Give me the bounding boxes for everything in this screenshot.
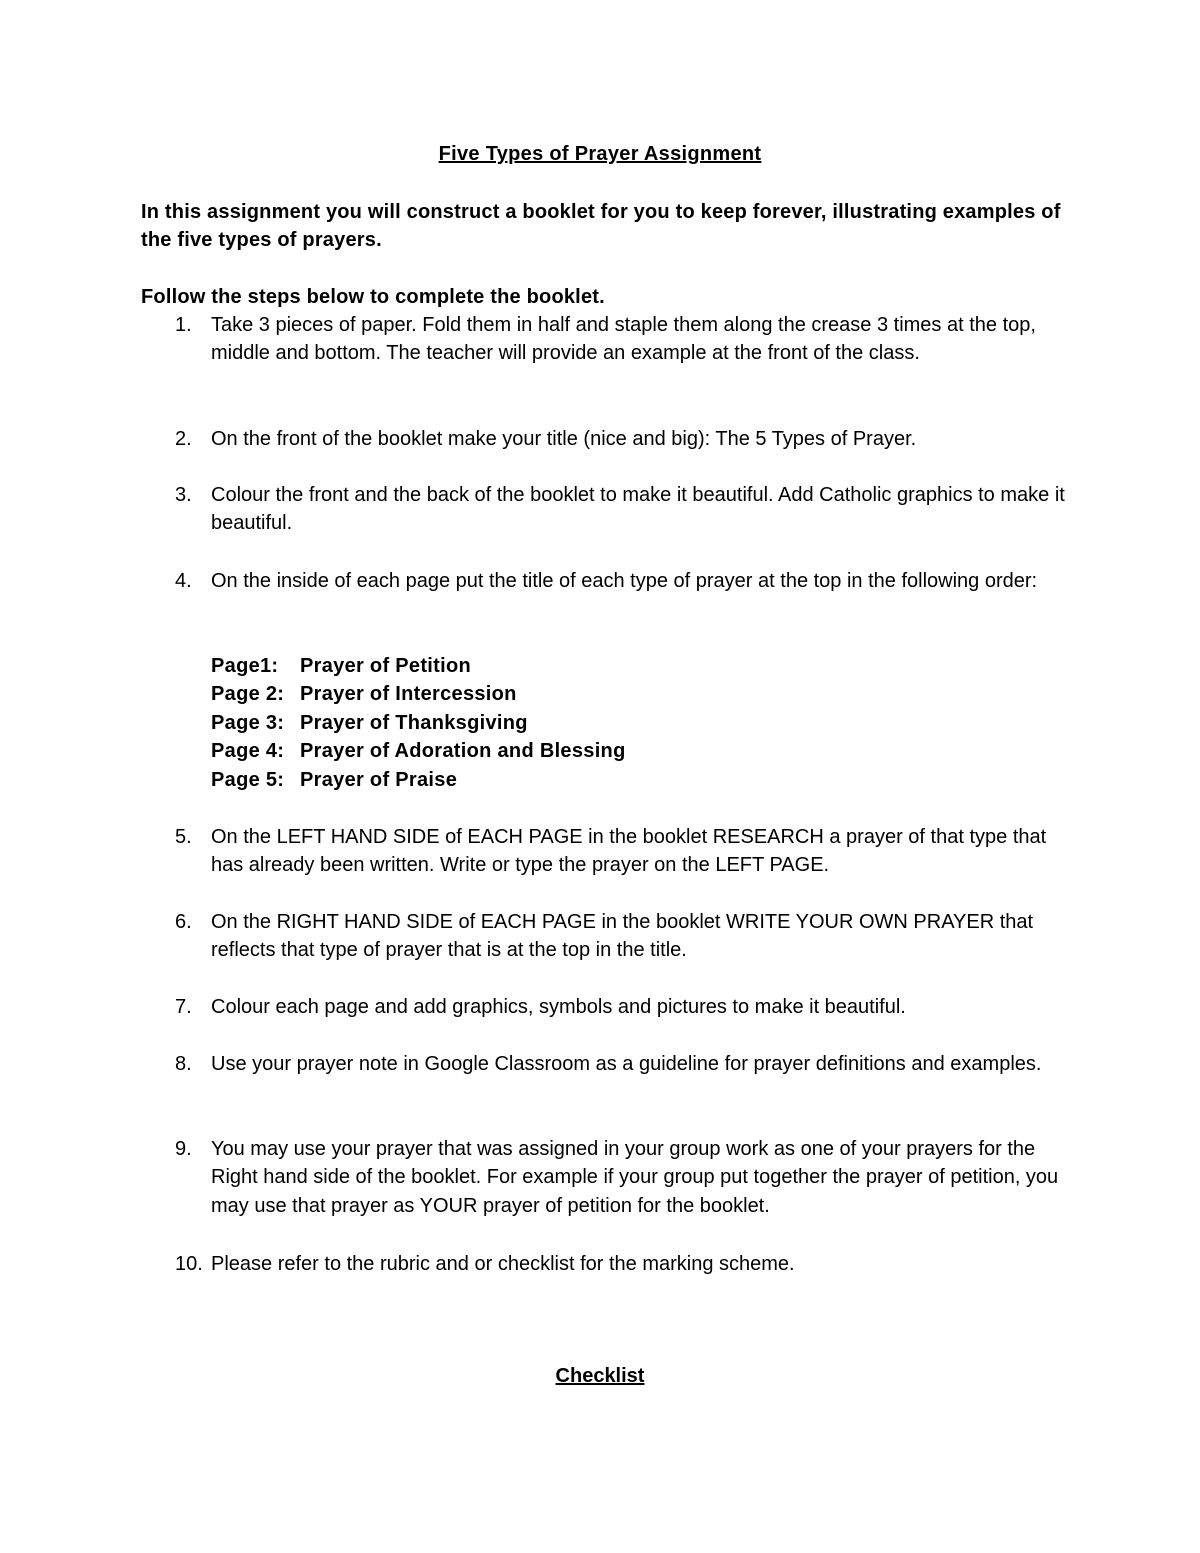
prayer-name: Prayer of Petition bbox=[300, 655, 471, 677]
page-label: Page 2: bbox=[211, 683, 285, 706]
list-item bbox=[175, 1050, 1065, 1078]
list-item bbox=[175, 823, 1065, 880]
list-item bbox=[175, 481, 1065, 538]
page-order-row bbox=[211, 766, 626, 794]
prayer-name: Prayer of Intercession bbox=[300, 683, 517, 706]
list-item bbox=[175, 908, 1065, 965]
list-number: 6. bbox=[175, 911, 192, 933]
page-label: Page 4: bbox=[211, 740, 285, 763]
list-item bbox=[175, 1250, 1065, 1278]
list-text: On the inside of each page put the title of each type of prayer at the top in the following order: bbox=[211, 570, 1038, 592]
document-title: Five Types of Prayer Assignment bbox=[438, 143, 762, 165]
list-text: Please refer to the rubric and or checklist for the marking scheme. bbox=[211, 1253, 795, 1275]
page-label: Page 5: bbox=[211, 768, 285, 791]
page-order-row bbox=[211, 680, 626, 708]
list-text: Colour each page and add graphics, symbols and pictures to make it beautiful. bbox=[211, 996, 906, 1018]
list-item bbox=[175, 425, 1065, 453]
list-number: 3. bbox=[175, 484, 192, 506]
list-text: Colour the front and the back of the booklet to make it beautiful. Add Catholic graphics to make it beautiful. bbox=[211, 484, 1065, 535]
list-text: Take 3 pieces of paper. Fold them in half and staple them along the crease 3 times at the top, middle and bottom. The teacher will provide an example at the front of the class. bbox=[211, 314, 1036, 365]
steps-heading: Follow the steps below to complete the booklet. bbox=[141, 286, 605, 308]
list-text: You may use your prayer that was assigned in your group work as one of your prayers for the Right hand side of the booklet. For example if your group put together the prayer of petition, you may use that prayer as YOUR prayer of petition for the booklet. bbox=[211, 1138, 1059, 1217]
page-order-row bbox=[211, 652, 626, 680]
list-number: 2. bbox=[175, 428, 192, 450]
list-number: 4. bbox=[175, 570, 192, 592]
list-text: On the front of the booklet make your title (nice and big): The 5 Types of Prayer. bbox=[211, 428, 917, 450]
intro-paragraph: In this assignment you will construct a booklet for you to keep forever, illustrating examples of the five types of prayers. bbox=[141, 201, 1061, 252]
page-label: Page 3: bbox=[211, 711, 285, 734]
prayer-name: Prayer of Adoration and Blessing bbox=[300, 740, 626, 763]
list-item bbox=[175, 311, 1065, 368]
page-label: Page1: bbox=[211, 655, 279, 677]
list-text: On the LEFT HAND SIDE of EACH PAGE in the booklet RESEARCH a prayer of that type that has already been written. Write or type the prayer on the LEFT PAGE. bbox=[211, 826, 1047, 877]
list-number: 10. bbox=[175, 1253, 203, 1275]
list-text: Use your prayer note in Google Classroom as a guideline for prayer definitions and examples. bbox=[211, 1053, 1042, 1075]
page-order-row bbox=[211, 737, 626, 765]
list-item bbox=[175, 567, 1065, 595]
prayer-name: Prayer of Thanksgiving bbox=[300, 711, 528, 734]
prayer-name: Prayer of Praise bbox=[300, 768, 458, 791]
list-number: 7. bbox=[175, 996, 192, 1018]
checklist-heading: Checklist bbox=[555, 1365, 645, 1387]
list-text: On the RIGHT HAND SIDE of EACH PAGE in the booklet WRITE YOUR OWN PRAYER that reflects that type of prayer that is at the top in the title. bbox=[211, 911, 1034, 962]
list-number: 8. bbox=[175, 1053, 192, 1075]
list-number: 1. bbox=[175, 314, 192, 336]
list-number: 5. bbox=[175, 826, 192, 848]
list-number: 9. bbox=[175, 1138, 192, 1160]
page-order-row bbox=[211, 709, 626, 737]
list-item bbox=[175, 993, 1065, 1021]
list-item bbox=[175, 1135, 1065, 1220]
page-order-list bbox=[211, 652, 626, 794]
